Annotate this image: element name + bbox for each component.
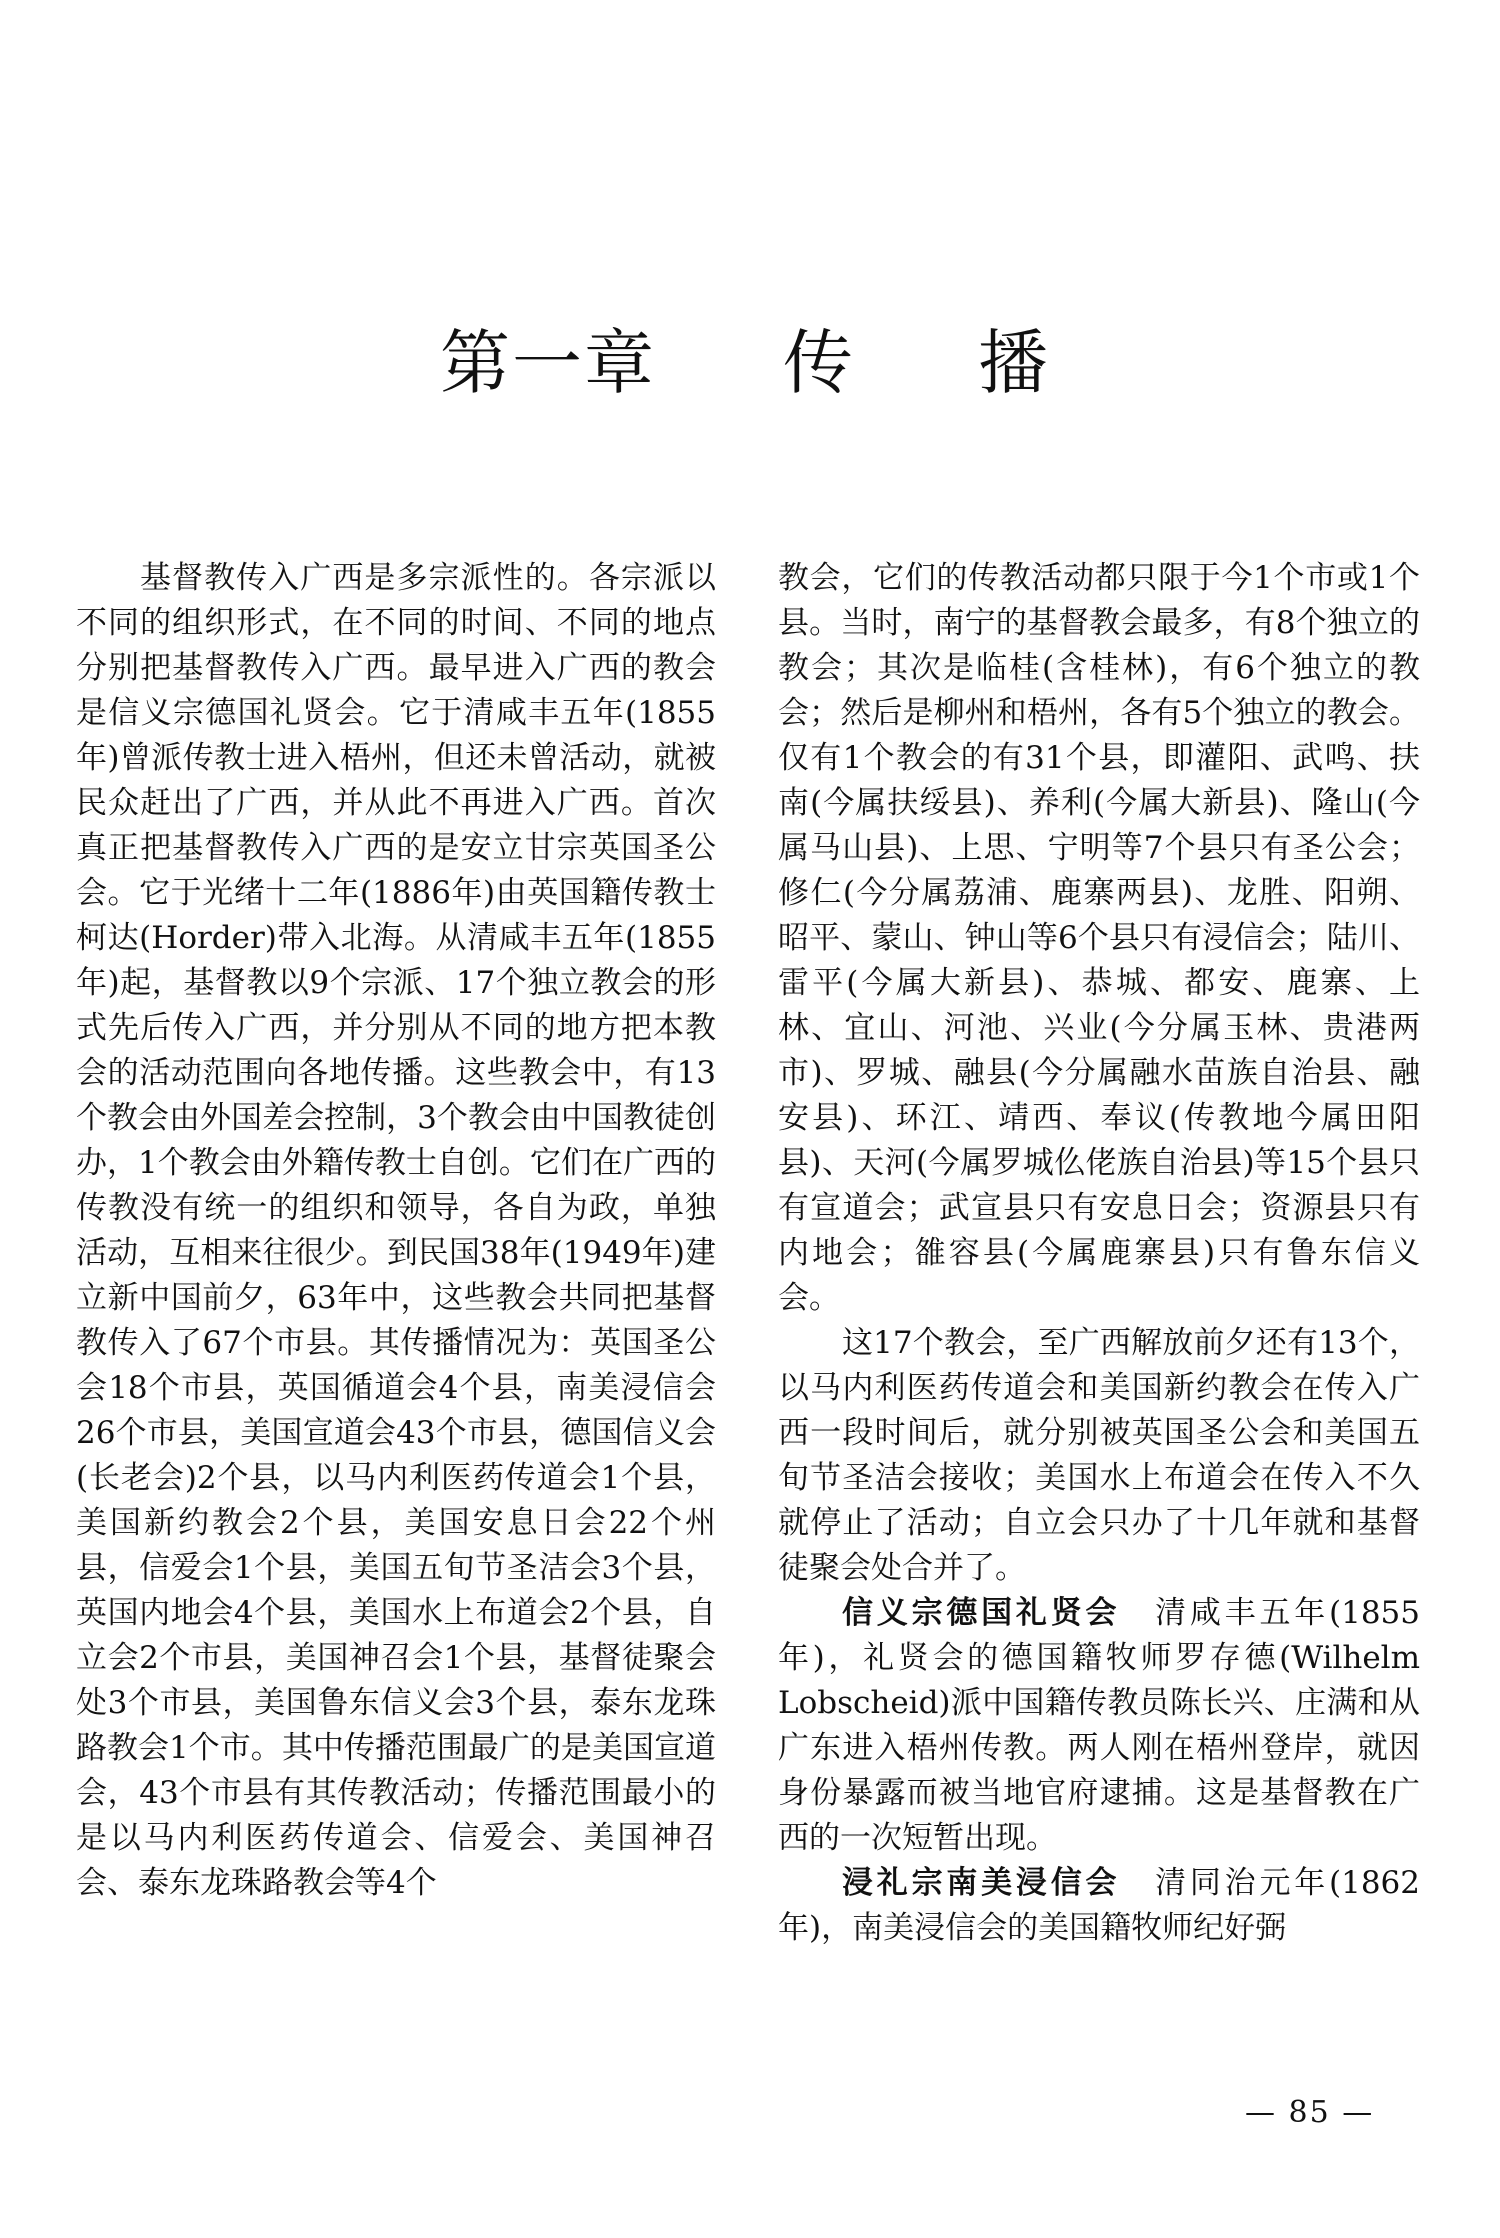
section-heading-baptist-southern: 浸礼宗南美浸信会 xyxy=(842,1865,1121,1901)
page-number: — 85 — xyxy=(1245,2095,1375,2130)
chapter-title-char-2: 播 xyxy=(978,322,1050,404)
section-body-baptist-southern: 清同治元年(1862年)，南美浸信会的美国籍牧师纪好弼 xyxy=(778,1865,1421,1946)
right-text-column xyxy=(778,556,1420,1951)
chapter-title-char-1: 传 xyxy=(783,322,855,404)
chapter-title xyxy=(0,318,1500,408)
section-lutheran-rhenish xyxy=(778,1591,1420,1861)
intro-paragraph-continued: 教会，它们的传教活动都只限于今1个市或1个县。当时，南宁的基督教会最多，有8个独立的教会；其次是临桂(含桂林)，有6个独立的教会；然后是柳州和梧州，各有5个独立的教会。仅有1个教会的有31个县，即灌阳、武鸣、扶南(今属扶绥县)、养利(今属大新县)、隆山(今属马山县)、上思、宁明等7个县只有圣公会；修仁(今分属荔浦、鹿寨两县)、龙胜、阳朔、昭平、蒙山、钟山等6个县只有浸信会；陆川、雷平(今属大新县)、恭城、都安、鹿寨、上林、宜山、河池、兴业(今分属玉林、贵港两市)、罗城、融县(今分属融水苗族自治县、融安县)、环江、靖西、奉议(传教地今属田阳县)、天河(今属罗城仫佬族自治县)等15个县只有宣道会；武宣县只有安息日会；资源县只有内地会；雒容县(今属鹿寨县)只有鲁东信义会。 xyxy=(778,560,1420,1316)
intro-paragraph: 基督教传入广西是多宗派性的。各宗派以不同的组织形式，在不同的时间、不同的地点分别把基督教传入广西。最早进入广西的教会是信义宗德国礼贤会。它于清咸丰五年(1855年)曾派传教士进入梧州，但还未曾活动，就被民众赶出了广西，并从此不再进入广西。首次真正把基督教传入广西的是安立甘宗英国圣公会。它于光绪十二年(1886年)由英国籍传教士柯达(Horder)带入北海。从清咸丰五年(1855年)起，基督教以9个宗派、17个独立教会的形式先后传入广西，并分别从不同的地方把本教会的活动范围向各地传播。这些教会中，有13个教会由外国差会控制，3个教会由中国教徒创办，1个教会由外籍传教士自创。它们在广西的传教没有统一的组织和领导，各自为政，单独活动，互相来往很少。到民国38年(1949年)建立新中国前夕，63年中，这些教会共同把基督教传入了67个市县。其传播情况为：英国圣公会18个市县，英国循道会4个县，南美浸信会26个市县，美国宣道会43个市县，德国信义会(长老会)2个县，以马内利医药传道会1个县，美国新约教会2个县，美国安息日会22个州县，信爱会1个县，美国五旬节圣洁会3个县，英国内地会4个县，美国水上布道会2个县，自立会2个市县，美国神召会1个县，基督徒聚会处3个市县，美国鲁东信义会3个县，泰东龙珠路教会1个市。其中传播范围最广的是美国宣道会，43个市县有其传教活动；传播范围最小的是以马内利医药传道会、信爱会、美国神召会、泰东龙珠路教会等4个 xyxy=(76,560,717,1901)
chapter-number: 第一章 xyxy=(440,322,656,404)
section-body-lutheran-rhenish: 清咸丰五年(1855年)，礼贤会的德国籍牧师罗存德(Wilhelm Lobscheid)派中国籍传教员陈长兴、庄满和从广东进入梧州传教。两人刚在梧州登岸，就因身份暴露而被当地官府逮捕。这是基督教在广西的一次短暂出现。 xyxy=(778,1595,1421,1856)
section-baptist-southern xyxy=(778,1861,1420,1951)
summary-paragraph: 这17个教会，至广西解放前夕还有13个，以马内利医药传道会和美国新约教会在传入广西一段时间后，就分别被英国圣公会和美国五旬节圣洁会接收；美国水上布道会在传入不久就停止了活动；自立会只办了十几年就和基督徒聚会处合并了。 xyxy=(778,1325,1420,1586)
section-heading-lutheran-rhenish: 信义宗德国礼贤会 xyxy=(842,1595,1121,1631)
left-text-column xyxy=(76,556,716,1906)
